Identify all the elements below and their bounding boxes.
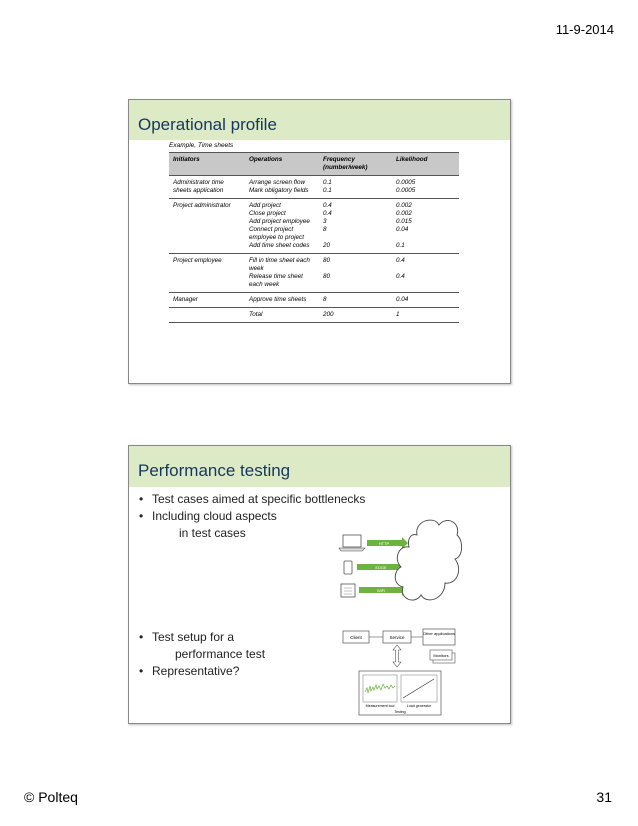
cell-frequency [319, 254, 392, 293]
cell-initiator: Project employee [169, 254, 245, 293]
bullet-item: • Test setup for a [139, 629, 265, 646]
table-row [169, 254, 459, 293]
cell-line: 200 [323, 311, 334, 318]
double-arrow-icon [393, 645, 401, 667]
client-box [343, 631, 369, 643]
cell-operations [245, 199, 319, 254]
cell-operations [245, 176, 319, 199]
monitors-stack [430, 650, 455, 663]
cell-line: 0.4 [396, 273, 405, 280]
cell-initiator: Manager [169, 293, 245, 308]
cell-line: 0.0005 [396, 187, 416, 194]
cell-line: 80 [323, 273, 331, 280]
slide-title: Performance testing [138, 461, 291, 480]
arrow-label: WiFi [377, 588, 385, 593]
cell-line: Connect project employee to project [249, 226, 304, 241]
other-apps-label: Other applications [422, 631, 456, 636]
monitors-label: Monitors [433, 653, 449, 658]
cell-initiator [169, 308, 245, 323]
operational-profile-table [169, 152, 459, 323]
cell-initiator: Administrator time sheets application [169, 176, 245, 199]
laptop-icon [339, 535, 365, 551]
cell-likelihood [392, 308, 459, 323]
cell-line: 0.002 [396, 202, 412, 209]
header-likelihood: Likelihood [392, 153, 459, 176]
cell-line: Add time sheet codes [249, 242, 310, 249]
cell-likelihood [392, 199, 459, 254]
cloud-icon [395, 520, 461, 600]
cell-line: 0.04 [396, 226, 409, 233]
table-row [169, 308, 459, 323]
cell-line: 0.04 [396, 296, 409, 303]
cell-likelihood [392, 293, 459, 308]
arrow-label: HTTP [378, 541, 390, 546]
bullet-continuation: performance test [175, 647, 266, 661]
table-row [169, 176, 459, 199]
cell-line: 20 [323, 242, 331, 249]
cell-operations [245, 254, 319, 293]
arrow-http [367, 537, 408, 549]
cell-line: 3 [323, 218, 327, 225]
slide-title: Operational profile [138, 115, 277, 134]
testing-box [359, 671, 441, 715]
cell-line: 0.4 [396, 257, 405, 264]
cell-line: 8 [323, 296, 327, 303]
other-applications-box [423, 629, 455, 645]
header-frequency: Frequency (number/week) [319, 153, 392, 176]
cell-line: Approve time sheets [249, 296, 307, 303]
cell-frequency [319, 199, 392, 254]
table-row [169, 293, 459, 308]
cell-line: Total [249, 311, 263, 318]
cell-operations [245, 308, 319, 323]
slide-operational-profile [128, 99, 511, 384]
bullet-list-bottom [139, 629, 265, 680]
slide-performance-testing [128, 445, 511, 724]
cell-line: 0.4 [323, 210, 332, 217]
title-band [129, 446, 510, 487]
title-band [129, 100, 510, 140]
table-caption: Example, Time sheets [169, 142, 234, 149]
cell-line: 0.002 [396, 210, 412, 217]
cell-line: 8 [323, 226, 327, 233]
cell-likelihood [392, 176, 459, 199]
cell-line: 0.1 [323, 187, 332, 194]
client-label: Client [350, 635, 362, 640]
load-label: Load generator [406, 704, 432, 708]
cell-line: Mark obligatory fields [249, 187, 309, 194]
bullet-item: • Test cases aimed at specific bottlenecks [139, 491, 365, 508]
test-setup-diagram [341, 626, 459, 718]
cell-line: 0.1 [323, 179, 332, 186]
document-icon [341, 584, 355, 597]
header-initiators: Initiators [169, 153, 245, 176]
cloud-diagram [329, 513, 464, 613]
cell-line: 0.4 [323, 202, 332, 209]
cell-line: Release time sheet each week [249, 273, 303, 288]
service-label: Service [389, 635, 405, 640]
header-operations: Operations [245, 153, 319, 176]
measurement-label: Measurement tool [365, 704, 395, 708]
testing-label: Testing [394, 710, 406, 714]
cell-frequency [319, 176, 392, 199]
cell-line: 0.015 [396, 218, 412, 225]
footer-copyright: © Polteq [24, 789, 78, 805]
table-row [169, 199, 459, 254]
cell-initiator: Project administrator [169, 199, 245, 254]
page-number: 31 [596, 789, 612, 805]
cell-likelihood [392, 254, 459, 293]
cell-line: 0.0005 [396, 179, 416, 186]
service-box [383, 631, 411, 643]
cell-line: Close project [249, 210, 286, 217]
bullet-item: • Including cloud aspects [139, 508, 365, 525]
cell-line: 80 [323, 257, 331, 264]
arrow-label: EDGE [375, 565, 387, 570]
cell-frequency [319, 308, 392, 323]
bullet-item: • Representative? [139, 663, 265, 680]
cell-line: Add project employee [249, 218, 310, 225]
date: 11-9-2014 [555, 22, 614, 37]
cell-line: Fill in time sheet each week [249, 257, 310, 272]
cell-line: Arrange screen flow [249, 179, 305, 186]
cell-operations [245, 293, 319, 308]
cell-line: Add project [249, 202, 281, 209]
cell-line: 1 [396, 311, 400, 318]
bullet-continuation: in test cases [179, 526, 246, 540]
cell-frequency [319, 293, 392, 308]
phone-icon [344, 561, 352, 574]
cell-line: 0.1 [396, 242, 405, 249]
